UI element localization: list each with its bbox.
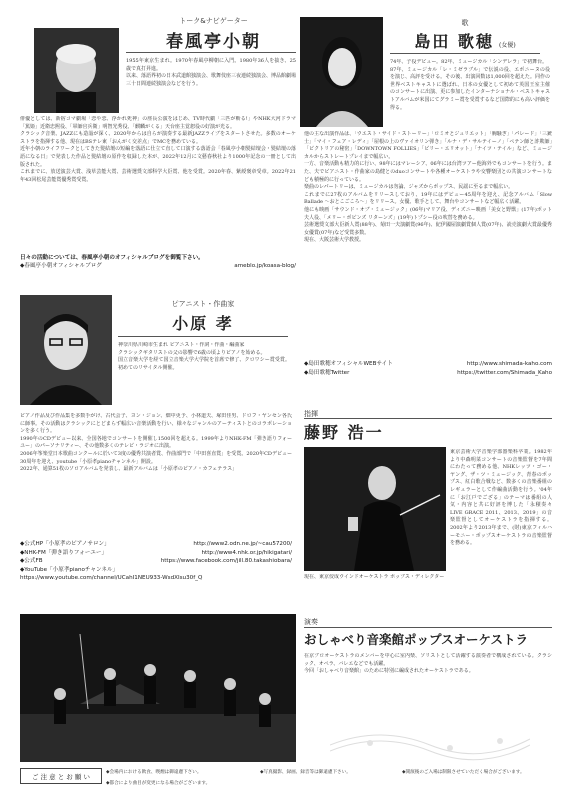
conductor-bio-p2: 現在、東京佼成ウインドオーケストラ ポップス・ディレクター — [304, 574, 445, 580]
portrait-woman-icon — [300, 17, 383, 127]
singer-bio-top — [390, 59, 550, 129]
singer-bio-p4: 一方、音楽活動も精力的に行い、98年にはマレーシア、06年には台湾ツアー他海外でもコンサートを行う。また、夫でピアニスト・作曲家の島健とのduoコンサートや各種オーケストラや交響楽団との共演コンサートなども積極的に行っている。 — [304, 161, 552, 183]
orchestra-bio-p2: 今回「おしゃべり音楽館」のために特別に編成されたオーケストラである。 — [304, 668, 474, 675]
conductor-bio-side — [450, 449, 552, 571]
conductor-photo — [304, 447, 446, 571]
singer-photo — [300, 17, 383, 127]
pianist-link-label: ◆公式HP「小原孝のピアノサロン」 — [20, 541, 110, 547]
pianist-bio-p4: ピアノ作品及び作品集を多数手がけ、古代会子、ヨン・ジョン、畑中更予、小林道夫、塚田佳男、ドロフ・ヤンセン各氏に師事。その活動はクラシックにとどまらず幅広い音楽活動を行い、様々なジャンルのアーティストとのコラボレーションを多く行う。 — [20, 413, 292, 435]
pianist-bio-p5: 1990年のCDデビュー以来、全国各地でコンサートを開催し1500回を超える。1999年よりNHK-FM「弾き語りフォーユー」のパーソナリティー、その他数多くのテレビ・ラジオに出演。 — [20, 435, 292, 450]
pianist-link-url[interactable]: http://www2.odn.ne.jp/~cau57200/ — [193, 541, 292, 547]
pianist-link-row — [20, 549, 292, 558]
notice-box-label: ご 注 意 と お 願 い — [32, 772, 90, 781]
narrator-bio-p5: 近年小朝のライフワークとしてきた髪結壇の短編を落語に仕立て直して口演する落語会「春風亭小朝髪結壇会・髪結壇の落語になる日」で発表した作品と髪結壇の原作を収録した本が、2022年12月に文藝春秋社より1000年記念の一冊として出版された。 — [20, 146, 296, 168]
singer-name-suffix: (女優) — [498, 42, 516, 49]
pianist-link-label: ◆NHK-FM「弾き語りフォーユー」 — [20, 549, 108, 556]
notice-item: ◆都合により曲目が変更になる場合がございます。 — [106, 781, 211, 786]
singer-link-label: ◆島田歌穂オフィシャルWEBサイト — [304, 361, 393, 367]
narrator-bio-top — [126, 58, 296, 114]
singer-link-row — [304, 360, 552, 369]
narrator-blog-row — [20, 262, 296, 271]
singer-link-row — [304, 369, 552, 378]
narrator-bio-p2: 以来、落語界初の日本武道館独演会、歌舞伎座三夜連続独演会、博品館劇場三十日間連続独演会などを行う。 — [126, 73, 297, 87]
orchestra-bio — [304, 653, 552, 713]
pianist-rule — [118, 336, 288, 337]
singer-bio-p9: 現在、大阪芸術大学教授。 — [304, 237, 365, 244]
singer-bio-p8: 芸術選奨文部大臣新人賞(88年)、菊田一夫演劇賞(96年)、紀伊國屋演劇賞個人賞(07年)、読売演劇大賞最優秀女優賞(07年)など受賞多数。 — [304, 222, 552, 236]
notice-item: ◆会場内における飲食、喫煙は御遠慮下さい。 — [106, 770, 202, 775]
pianist-link-row — [20, 540, 292, 549]
narrator-bio-p3: 俳優としては、新宿コマ劇場「恋や恋、浮かれ死神」の座長公演をはじめ、TV時代劇「三匹が斬る!」やNHK大河ドラマ「篤姫」近衛忠熙役、「軍師官兵衛」明智光秀役、「麒麟がくる」天台座主覚恕役の好演が光る。 — [20, 116, 296, 130]
pianist-bio-p7: 2022年、通算51枚のソロアルバムを発表し、最新アルバムは「小原孝のピアノ・カフェテラス」 — [20, 466, 238, 473]
singer-bio-p2: 87年、ミュージカル「レ・ミゼラブル」で伝説の役、エポニーヌの役を演じ、高評を受ける。その後、出演回数は1,000回を超えた。同作の世界ベストキャストに選ばれ、日本の女優として初めて英国王室主催のコンサートに出演、更に参加したインターナショナル・ベストキャストアルバムが米国にてグラミー賞を受賞するなど国際的にも高い評価を得る。 — [390, 66, 550, 111]
singer-link-url[interactable]: http://www.shimada-kaho.com — [466, 361, 552, 367]
pianist-bio-p2: クラシックギタリストの父の影響で6歳の頃よりピアノを始める。 — [118, 349, 266, 356]
narrator-blog-label: ◆春風亭小朝オフィシャルブログ — [20, 263, 102, 269]
singer-bio-bottom — [304, 131, 552, 359]
narrator-blog-link[interactable]: ameblo.jp/koasa-blog/ — [234, 263, 296, 269]
conductor-rule — [304, 418, 552, 419]
orchestra-name: おしゃべり音楽館ポップスオーケストラ — [304, 632, 529, 647]
narrator-bio-bottom — [20, 116, 296, 250]
singer-role: 歌 — [461, 19, 469, 27]
singer-bio-p6: これまでに27枚のアルバムをリリースしており、19年にはデビュー45周年を迎え、記念アルバム「Slow Ballade ～おとこごころ～」をリリース。女優、歌手として、舞台やコンサートなど幅広く活躍。 — [304, 191, 552, 206]
narrator-bio-p4: クラシック音楽、JAZZにも造詣が深く、2020年からは自らが演奏する最新JAZZライブをスタートさせた。多数のオーケストラを指揮する他、現在はBSテレ東「おんがく交差点」でMCを務めている。 — [20, 131, 296, 145]
orchestra-stage-icon — [20, 614, 296, 762]
pianist-bio-p1: 神奈川県川崎市生まれ ピアニスト・作詞・作曲・編曲家 — [118, 342, 245, 348]
conductor-bio-bottom — [304, 574, 552, 602]
singer-rule — [390, 53, 540, 54]
pianist-role: ピアニスト・作曲家 — [171, 300, 235, 308]
pianist-bio-top — [118, 342, 290, 412]
singer-link-url[interactable]: https://twitter.com/Shimada_Kaho — [457, 369, 552, 376]
notice-box — [20, 768, 102, 784]
narrator-photo — [34, 28, 119, 113]
conductor-portrait-icon — [304, 447, 446, 571]
pianist-link-url[interactable]: http://www4.nhk.or.jp/hikigatari/ — [201, 549, 292, 556]
pianist-link-label: ◆公式FB — [20, 558, 43, 565]
orchestra-photo — [20, 614, 296, 762]
singer-bio-p5: 楽曲のレパートリーは、ミュージカルは勿論、ジャズからポップス、民謡に至るまで幅広い。 — [304, 184, 514, 191]
pianist-bio-p3: 国立音楽大学を経て国立音楽大学大学院を首席で修了、クロワシー賞受賞。初めてのリサイタル開催。 — [118, 357, 290, 371]
singer-link-label: ◆島田歌穂Twitter — [304, 369, 350, 376]
narrator-name: 春風亭小朝 — [166, 32, 261, 52]
narrator-rule — [126, 52, 296, 53]
singer-name-wrap — [390, 29, 540, 52]
singer-bio-p7: 他にも映画「サウンド・オブ・ミュージック」(06年)マリア役、ディズニー映画「美女と野獣」(17年)ポット夫人役、「メリー・ポピンズ リターンズ」(19年)トプシー役の吹替を務める。 — [304, 206, 552, 221]
singer-links — [304, 360, 552, 377]
pianist-link-url[interactable]: https://www.facebook.com/jill.80.takashiobara/ — [160, 558, 292, 565]
singer-bio-p1: 74年、子役デビュー。82年、ミュージカル「シンデレラ」で初舞台。 — [390, 59, 548, 65]
singer-name: 島田 歌穂 — [414, 32, 494, 51]
pianist-link-row — [20, 557, 292, 566]
pianist-bio-p6: 2006年筝楽堂日本歌曲コンクールに於いて3度の優秀共演者賞、作曲部門で「中田喜直賞」を受賞。2020年CDデビュー30周年を迎え、youtube「小原孝pianoチャンネル」開設。 — [20, 450, 292, 465]
footer — [0, 765, 567, 800]
narrator-role: トーク&ナビゲーター — [179, 17, 248, 25]
pianist-links — [20, 540, 292, 583]
narrator-bio-p6: これまでに、放送演芸大賞、浅草芸能大賞、芸術選奨文部科学大臣賞、他を受賞。2020年春、紫綬褒章受章。2022年21年43回松尾芸能賞優秀賞受賞。 — [20, 169, 296, 183]
pianist-bio-bottom — [20, 413, 292, 537]
conductor-bio-p1: 東京芸術大学音楽学部器楽科卒業。1982年より中森明菜コンサートの音楽監督を7年間にわたって務める他、NHKレッツ・ゴー・ヤング、ザ・ツ・ミュージック、青春のポップス、紅白歌合戦など、数多くの音楽番組のレギュラーとして作編曲活動を行う。'04年に「お江戸でござる」のテーマは番組の人気・内容と共に好評を博した「永積奏々 LIVE GRACE 2011、2013、2019」の音楽監督としてオーケストラを指揮する。2002年より2013年まで、(財)東京フィルハーモニー・ポップスオーケストラの音楽監督を務める。 — [450, 449, 552, 547]
orchestra-role: 演奏 — [304, 618, 318, 626]
portrait-man-icon — [34, 28, 119, 113]
singer-bio-p3: 他の主な出演作品は、「ウエスト・サイド・ストーリー」「ロミオとジュリエット」「胸騒ぎ」「パレード」「三銃士」「マイ・フェア・レディ」「屋根の上のヴァイオリン弾き」「ルナ・デ・サルテイーノ」「ペテン師と詐欺師」「ビクトリアの秘密」「DOWNTOWN FOLLIES」「ビリー・エリオット」「ナイツ・テイル」など、ミュージカルからストレートプレイまで幅広い。 — [304, 131, 552, 160]
pianist-youtube-url[interactable]: https://www.youtube.com/channel/UCahI1NEU933-WsdXIsu30f_Q — [20, 575, 203, 582]
narrator-bio-p1: 1955年東京生まれ。1970年春風亭柳朝に入門。1980年36人を抜き、25歳で真打昇進。 — [126, 58, 296, 72]
notice-item: ◆開演後のご入場は制限させていただく場合がございます。 — [402, 770, 525, 775]
portrait-man-glasses-icon — [20, 295, 112, 405]
music-notes-decoration-icon — [330, 715, 530, 763]
pianist-photo — [20, 295, 112, 405]
orchestra-bio-p1: 在京プロオーケストラのメンバーを中心に室内楽、ソリストとして活躍する演奏者で構成されている。クラシック、オペラ、バレエなどでも活躍。 — [304, 653, 552, 667]
conductor-name: 藤野 浩一 — [304, 423, 384, 442]
pianist-name: 小原 孝 — [172, 314, 234, 333]
conductor-role: 指揮 — [304, 410, 318, 418]
pianist-link-label: ◆YouTube「小原孝pianoチャンネル」 — [20, 566, 119, 573]
pianist-link-row — [20, 566, 292, 575]
narrator-blog-note: 日々の活動については、春風亭小朝のオフィシャルブログを御覧下さい。 — [20, 255, 204, 261]
notice-item: ◆写真撮影、録画、録音等は御遠慮下さい。 — [260, 770, 351, 775]
orchestra-rule — [304, 627, 552, 628]
